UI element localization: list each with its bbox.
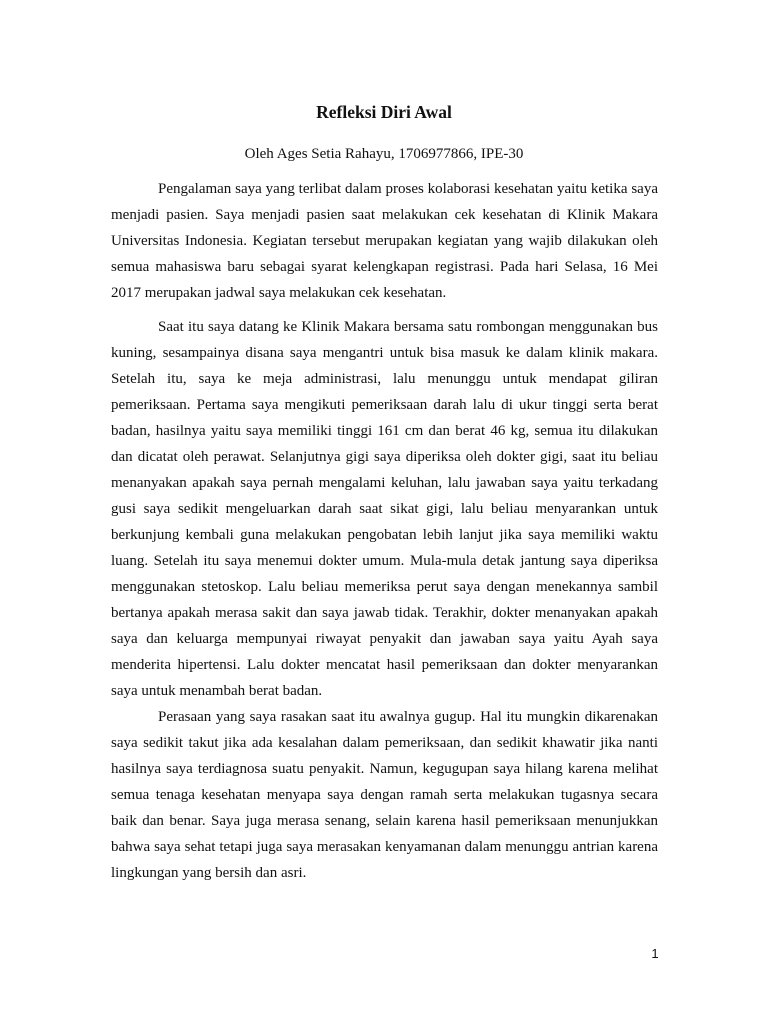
paragraph-3: Perasaan yang saya rasakan saat itu awalnya gugup. Hal itu mungkin dikarenakan saya sedikit takut jika ada kesalahan dalam pemeriksaan, dan sedikit khawatir jika nanti hasilnya saya terdiagnosa suatu penyakit. Namun, kegugupan saya hilang karena melihat semua tenaga kesehatan menyapa saya dengan ramah serta melakukan tugasnya secara baik dan benar. Saya juga merasa senang, selain karena hasil pemeriksaan menunjukkan bahwa saya sehat tetapi juga saya merasakan kenyamanan dalam menunggu antrian karena lingkungan yang bersih dan asri. (111, 709, 658, 881)
document-title: Refleksi Diri Awal (316, 102, 452, 122)
author-byline: Oleh Ages Setia Rahayu, 1706977866, IPE-30 (244, 146, 524, 162)
paragraph-1: Pengalaman saya yang terlibat dalam proses kolaborasi kesehatan yaitu ketika saya menjadi pasien. Saya menjadi pasien saat melakukan cek kesehatan di Klinik Makara Universitas Indonesia. Kegiatan tersebut merupakan kegiatan yang wajib dilakukan oleh semua mahasiswa baru sebagai syarat kelengkapan registrasi. Pada hari Selasa, 16 Mei 2017 merupakan jadwal saya melakukan cek kesehatan. (111, 181, 658, 301)
paragraph-2: Saat itu saya datang ke Klinik Makara bersama satu rombongan menggunakan bus kuning, sesampainya disana saya mengantri untuk bisa masuk ke dalam klinik makara. Setelah itu, saya ke meja administrasi, lalu menunggu untuk mendapat giliran pemeriksaan. Pertama saya mengikuti pemeriksaan darah lalu di ukur tinggi serta berat badan, hasilnya yaitu saya memiliki tinggi 161 cm dan berat 46 kg, semua itu dilakukan dan dicatat oleh perawat. Selanjutnya gigi saya diperiksa oleh dokter gigi, saat itu beliau menanyakan apakah saya pernah mengalami keluhan, lalu jawaban saya yaitu terkadang gusi saya sedikit mengeluarkan darah saat sikat gigi, lalu beliau menyarankan untuk berkunjung kembali guna melakukan pengobatan lebih lanjut jika saya memiliki waktu luang. Setelah itu saya menemui dokter umum. Mula-mula detak jantung saya diperiksa menggunakan stetoskop. Lalu beliau memeriksa perut saya dengan menekannya sambil bertanya apakah merasa sakit dan saya jawab tidak. Terakhir, dokter menanyakan apakah saya dan keluarga mempunyai riwayat penyakit dan jawaban saya yaitu Ayah saya menderita hipertensi. Lalu dokter mencatat hasil pemeriksaan dan dokter menyarankan saya untuk menambah berat badan. (111, 319, 658, 699)
page-number: 1 (651, 946, 659, 961)
